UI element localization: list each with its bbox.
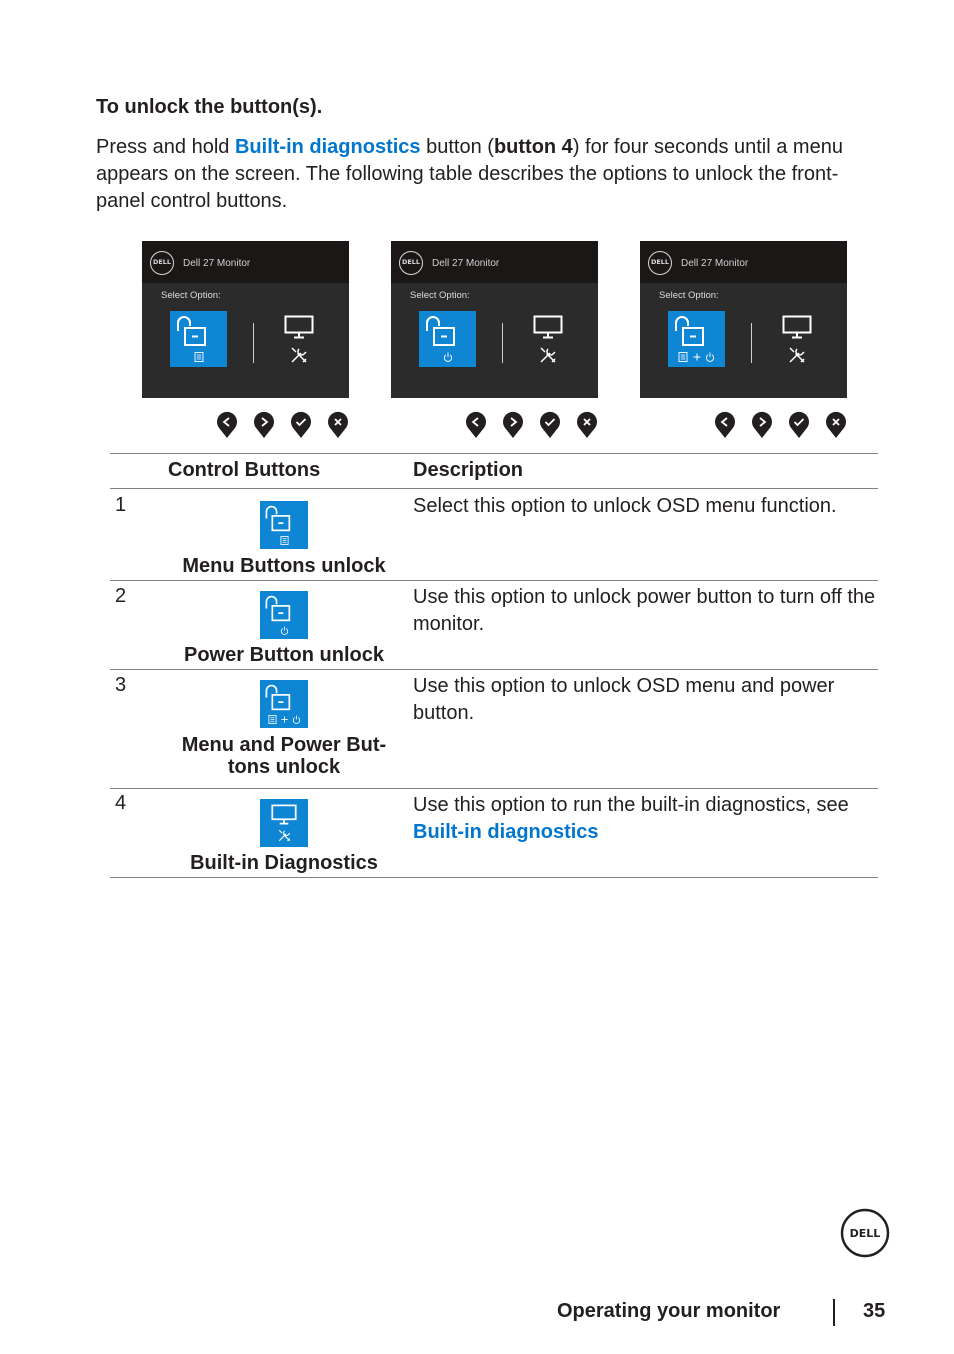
row-1-description: Select this option to unlock OSD menu function.: [413, 495, 837, 517]
dell-logo-icon: [840, 1208, 890, 1263]
plus-icon: [280, 715, 289, 724]
row-1-icon: [260, 501, 308, 549]
osd-select-label: Select Option:: [410, 290, 470, 301]
osd-unlock-option: [419, 311, 476, 367]
plus-icon: [692, 352, 702, 362]
osd-divider: [502, 323, 503, 363]
osd-divider: [751, 323, 752, 363]
osd-unlock-option: [170, 311, 227, 367]
left-arrow-button-icon: [465, 411, 487, 439]
tools-icon: [787, 345, 807, 365]
lock-open-icon: [263, 683, 297, 717]
row-4-number: 4: [115, 792, 127, 814]
osd-select-label: Select Option:: [659, 290, 719, 301]
right-arrow-button-icon: [502, 411, 524, 439]
row-4-description: Use this option to run the built-in diagnostics, see Built-in diagnostics: [413, 794, 849, 843]
table-rule-top: [110, 453, 878, 454]
row-2-number: 2: [115, 585, 127, 607]
check-button-icon: [290, 411, 312, 439]
row-3-number: 3: [115, 674, 127, 696]
power-icon: [292, 715, 301, 724]
osd-divider: [253, 323, 254, 363]
footer-section-title: Operating your monitor: [557, 1300, 781, 1322]
monitor-icon: [533, 315, 563, 339]
left-arrow-button-icon: [216, 411, 238, 439]
page-number: 35: [863, 1300, 886, 1322]
table-rule-2: [110, 669, 878, 670]
menu-icon: [678, 352, 688, 362]
footer-logo-text: DELL: [849, 1227, 881, 1240]
built-in-diagnostics-link[interactable]: Built-in diagnostics: [234, 136, 421, 158]
menu-icon: [194, 352, 204, 362]
row-4-label: Built-in Diagnostics: [190, 852, 378, 874]
header-description: Description: [413, 459, 524, 481]
tools-icon: [538, 345, 558, 365]
right-arrow-button-icon: [253, 411, 275, 439]
dell-logo-icon: DELL: [150, 251, 174, 275]
osd-title: Dell 27 Monitor: [183, 258, 251, 269]
header-control-buttons: Control Buttons: [168, 459, 321, 481]
row-2-description: Use this option to unlock power button to turn off the monitor.: [413, 586, 876, 635]
osd-title: Dell 27 Monitor: [432, 258, 500, 269]
power-icon: [280, 626, 289, 635]
built-in-diagnostics-link[interactable]: Built-in diagnostics: [413, 821, 599, 843]
right-arrow-button-icon: [751, 411, 773, 439]
tools-icon: [277, 828, 292, 843]
table-rule-3: [110, 788, 878, 789]
dell-logo-icon: DELL: [399, 251, 423, 275]
tools-icon: [289, 345, 309, 365]
monitor-icon: [284, 315, 314, 339]
menu-icon: [268, 715, 277, 724]
osd-screenshot-power-unlock: [391, 241, 598, 398]
row-1-number: 1: [115, 494, 127, 516]
osd-screenshot-menu-power-unlock: [640, 241, 847, 398]
table-rule-header: [110, 488, 878, 489]
lock-open-icon: [672, 314, 712, 354]
table-rule-bottom: [110, 877, 878, 878]
lock-open-icon: [174, 314, 214, 354]
section-heading: To unlock the button(s).: [96, 96, 323, 118]
table-rule-1: [110, 580, 878, 581]
row-3-icon: [260, 680, 308, 728]
check-button-icon: [788, 411, 810, 439]
osd-title: Dell 27 Monitor: [681, 258, 749, 269]
monitor-icon: [271, 804, 297, 825]
row-2-label: Power Button unlock: [184, 644, 384, 666]
row-4-icon: [260, 799, 308, 847]
lock-open-icon: [423, 314, 463, 354]
row-1-label: Menu Buttons unlock: [182, 555, 386, 577]
close-button-icon: [576, 411, 598, 439]
left-arrow-button-icon: [714, 411, 736, 439]
close-button-icon: [825, 411, 847, 439]
monitor-icon: [782, 315, 812, 339]
intro-paragraph: Press and hold Built-in diagnostics button (button 4) for four seconds until a menu appears on the screen. The following table describes the options to unlock the front-panel control buttons.: [96, 136, 843, 212]
osd-screenshot-menu-unlock: [142, 241, 349, 398]
power-icon: [443, 352, 453, 362]
osd-select-label: Select Option:: [161, 290, 221, 301]
lock-open-icon: [263, 504, 297, 538]
footer-separator: [833, 1299, 835, 1326]
osd-unlock-option: [668, 311, 725, 367]
row-2-icon: [260, 591, 308, 639]
row-3-label: Menu and Power But- tons unlock: [181, 734, 387, 778]
lock-open-icon: [263, 594, 297, 628]
close-button-icon: [327, 411, 349, 439]
dell-logo-icon: DELL: [648, 251, 672, 275]
power-icon: [705, 352, 715, 362]
check-button-icon: [539, 411, 561, 439]
menu-icon: [280, 536, 289, 545]
row-3-description: Use this option to unlock OSD menu and power button.: [413, 675, 835, 724]
